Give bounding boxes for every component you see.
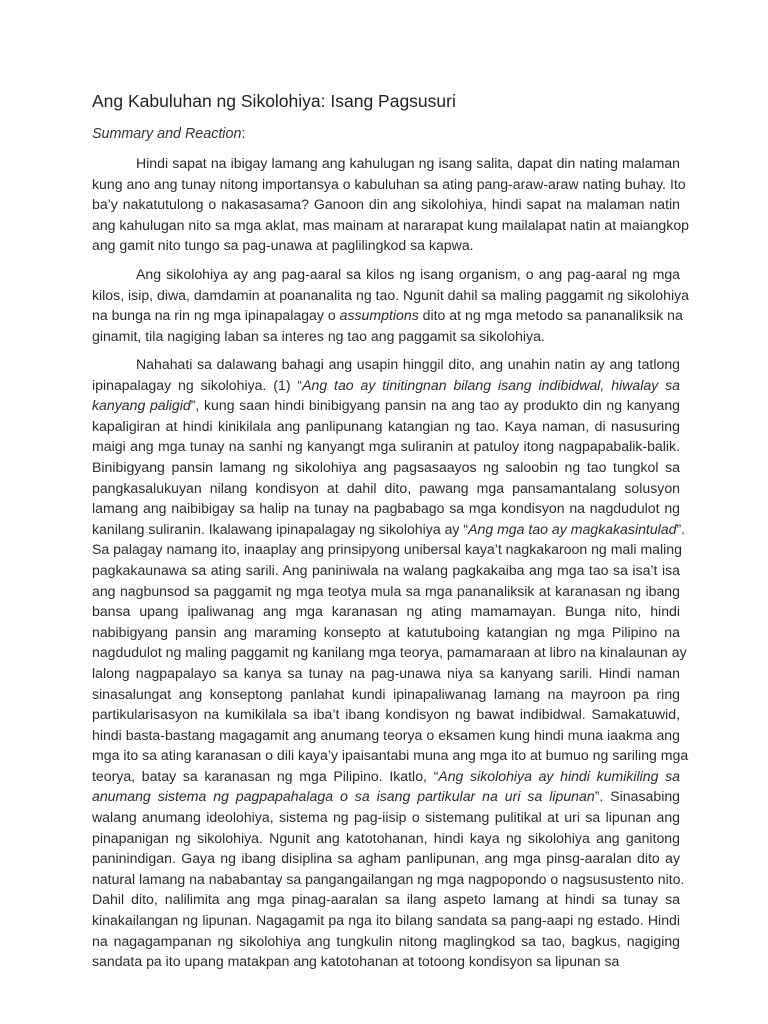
text-line [92, 869, 685, 890]
text-line [92, 910, 680, 931]
text-line [92, 436, 680, 457]
text-line [92, 601, 680, 622]
text-segment: nagdudulot ng maling paggamit ng kanilang mga teorya, pamamaraan at libro na kinalaunan ay [92, 644, 687, 661]
paragraph [92, 264, 689, 346]
text-segment: Binibigyang pansin lamang ng sikolohiya ang pagsasaayos ng saloobin ng tao tungkol sa [92, 458, 680, 475]
text-segment: ba’y nakatutulong o nakasasama? Ganoon din ang sikolohiya, hindi sapat na malaman natin [92, 196, 680, 213]
text-segment: maigi ang mga tunay na sanhi ng kanyangt mga suliranin at patuloy itong nagpapabalik-balik. [92, 438, 680, 455]
text-segment: bansa upang ipaliwanag ang mga karanasan ng ating mamamayan. Bunga nito, hindi [92, 603, 680, 620]
text-line [92, 326, 680, 347]
text-segment: kanilang suliranin. Ikalawang ipinapalagay ng sikolohiya ay “ [92, 520, 469, 537]
subtitle-text: Summary and Reaction [92, 126, 242, 142]
text-segment: ang kahulugan nito sa mga aklat, mas mainam at nararapat kung mailalapat natin at maiangkop [92, 216, 689, 233]
text-line [92, 848, 680, 869]
text-segment: na bunga na rin ng mga ipinapalagay o [92, 307, 340, 324]
text-segment: sandata pa ito upang matakpan ang katotohanan at totoong kondisyon sa lipunan sa [92, 953, 620, 970]
text-line [92, 264, 680, 285]
text-line [92, 194, 680, 215]
text-line [92, 725, 680, 746]
text-line [92, 684, 680, 705]
text-line [92, 807, 680, 828]
text-segment: kung ano ang tunay nitong importansya o kabuluhan sa ating pang-araw-araw nating buhay. Ito [92, 175, 686, 192]
text-line [92, 951, 680, 972]
text-segment: ang nagbunsod sa paggamit ng mga teotya mula sa mga pananaliksik at karanasan ng ibang [92, 582, 680, 599]
text-line [92, 560, 680, 581]
text-line [92, 478, 680, 499]
italic-text: kanyang paligid [92, 397, 191, 414]
text-line [92, 153, 680, 174]
text-line [92, 354, 680, 375]
text-segment: paninindigan. Gaya ng ibang disiplina sa agham panlipunan, ang mga pinsg-aaralan dito ay [92, 850, 680, 867]
text-segment: Hindi sapat na ibigay lamang ang kahulugan ng isang salita, dapat din nating malaman [136, 155, 680, 171]
text-line [92, 889, 680, 910]
text-line [92, 305, 683, 326]
text-line [92, 745, 689, 766]
text-line [92, 375, 680, 396]
text-segment: hindi basta-bastang magagamit ang anumang teorya o eksamen kung hindi muna iaakma ang [92, 726, 680, 743]
text-line [92, 215, 689, 236]
text-line [92, 285, 689, 306]
text-segment: Ang sikolohiya ay ang pag-aaral sa kilos ng isang organism, o ang pag-aaral ng mga [136, 266, 680, 282]
text-segment: dito at ng mga metodo sa pananaliksik na [418, 307, 683, 324]
document-title: Ang Kabuluhan ng Sikolohiya: Isang Pagsusuri [92, 91, 456, 111]
text-segment: na nagagampanan ng sikolohiya ang tungkulin nitong maglingkod sa tao, bagkus, nagiging [92, 932, 680, 949]
text-segment: walang anumang ideolohiya, sistema ng pag-iisip o sistemang pulitikal at uri sa lipunan ang [92, 809, 680, 826]
italic-text: anumang sistema ng pagpapahalaga o sa isang partikular na uri sa lipunan [92, 788, 595, 805]
text-segment: ”, kung saan hindi binibigyang pansin na ang tao ay produkto din ng kanyang [190, 397, 680, 414]
text-line [92, 457, 680, 478]
text-segment: pinapanigan ng sikolohiya. Ngunit ang katotohanan, hindi kaya ng sikolohiya ang ganitong [92, 829, 680, 846]
text-line [92, 786, 680, 807]
text-line [92, 235, 680, 256]
text-line [92, 828, 680, 849]
text-line [92, 581, 680, 602]
text-line [92, 174, 686, 195]
text-segment: ginamit, tila nagiging laban sa interes ng tao ang paggamit sa sikolohiya. [92, 327, 545, 344]
text-line [92, 519, 686, 540]
text-segment: mga ito sa ating karanasan o dili kaya’y ipaisantabi muna ang mga ito at bumuo ng sariling mga [92, 747, 689, 764]
paragraph [92, 153, 689, 256]
document-subtitle [92, 124, 245, 144]
text-line [92, 704, 680, 725]
text-segment: teorya, batay sa karanasan ng mga Pilipino. Ikatlo, “ [92, 767, 439, 784]
subtitle-colon: : [241, 126, 246, 142]
italic-text: Ang mga tao ay magkakasintulad [468, 520, 677, 537]
text-line [92, 539, 680, 560]
text-segment: sinasalungat ang konseptong panlahat kundi ipinapaliwanag lamang na mayroon pa ring [92, 685, 680, 702]
text-segment: Sa palagay namang ito, inaaplay ang prinsipyong unibersal kaya’t nagkakaroon ng mali maling [92, 541, 682, 558]
paragraph [92, 354, 689, 972]
text-line [92, 416, 680, 437]
text-segment: Dahil dito, nalilimita ang mga pinag-aaralan sa ilang aspeto lamang at hindi sa tunay sa [92, 891, 680, 908]
text-segment: natural lamang na nababantay sa pangangailangan ng mga nagpopondo o nagsusustento nito. [92, 870, 685, 887]
text-line [92, 642, 687, 663]
text-segment: pagkakaunawa sa ating sarili. Ang paniniwala na walang pagkakaiba ang mga tao sa isa’t isa [92, 561, 680, 578]
text-segment: Nahahati sa dalawang bahagi ang usapin hinggil dito, ang unahin natin ay ang tatlong [136, 356, 680, 372]
italic-text: Ang sikolohiya ay hindi kumikiling sa [438, 767, 680, 784]
text-line [92, 498, 680, 519]
text-segment: ang gamit nito tungo sa pag-unawa at paglilingkod sa kapwa. [92, 237, 474, 254]
text-segment: ”. [676, 520, 686, 537]
text-segment: kinakailangan ng lipunan. Nagagamit pa nga ito bilang sandata sa pang-aapi ng estado. Hindi [92, 912, 680, 929]
text-segment: ”. Sinasabing [594, 788, 681, 805]
text-segment: lamang ang naibibigay sa halip na tunay na pagbabago sa mga kondisyon na nagdudulot ng [92, 500, 680, 517]
text-segment: partikularisasyon na kumikilala sa iba’t ibang kondisyon ng bawat indibidwal. Samakatuwid, [92, 706, 680, 723]
italic-text: assumptions [339, 307, 419, 324]
text-segment: pangkasalukuyan nilang kondisyon at dahil dito, pawang mga pansamantalang solusyon [92, 479, 680, 496]
italic-text: Ang tao ay tinitingnan bilang isang indibidwal, hiwalay sa [302, 376, 680, 393]
text-segment: ipinapalagay ng sikolohiya. (1) “ [92, 376, 303, 393]
text-segment: lalong nagpapalayo sa kanya sa tunay na pag-unawa niya sa kanyang sarili. Hindi naman [92, 664, 680, 681]
text-line [92, 622, 680, 643]
text-line [92, 395, 680, 416]
text-line [92, 931, 680, 952]
text-segment: kilos, isip, diwa, damdamin at poananalita ng tao. Ngunit dahil sa maling paggamit ng sikolohiya [92, 286, 689, 303]
text-line [92, 766, 680, 787]
text-line [92, 663, 680, 684]
text-segment: nabibigyang pansin ang maraming konsepto at katutuboing katangian ng mga Pilipino na [92, 623, 680, 640]
text-segment: kapaligiran at hindi kinikilala ang panlipunang katangian ng tao. Kaya naman, di nasusuring [92, 417, 680, 434]
